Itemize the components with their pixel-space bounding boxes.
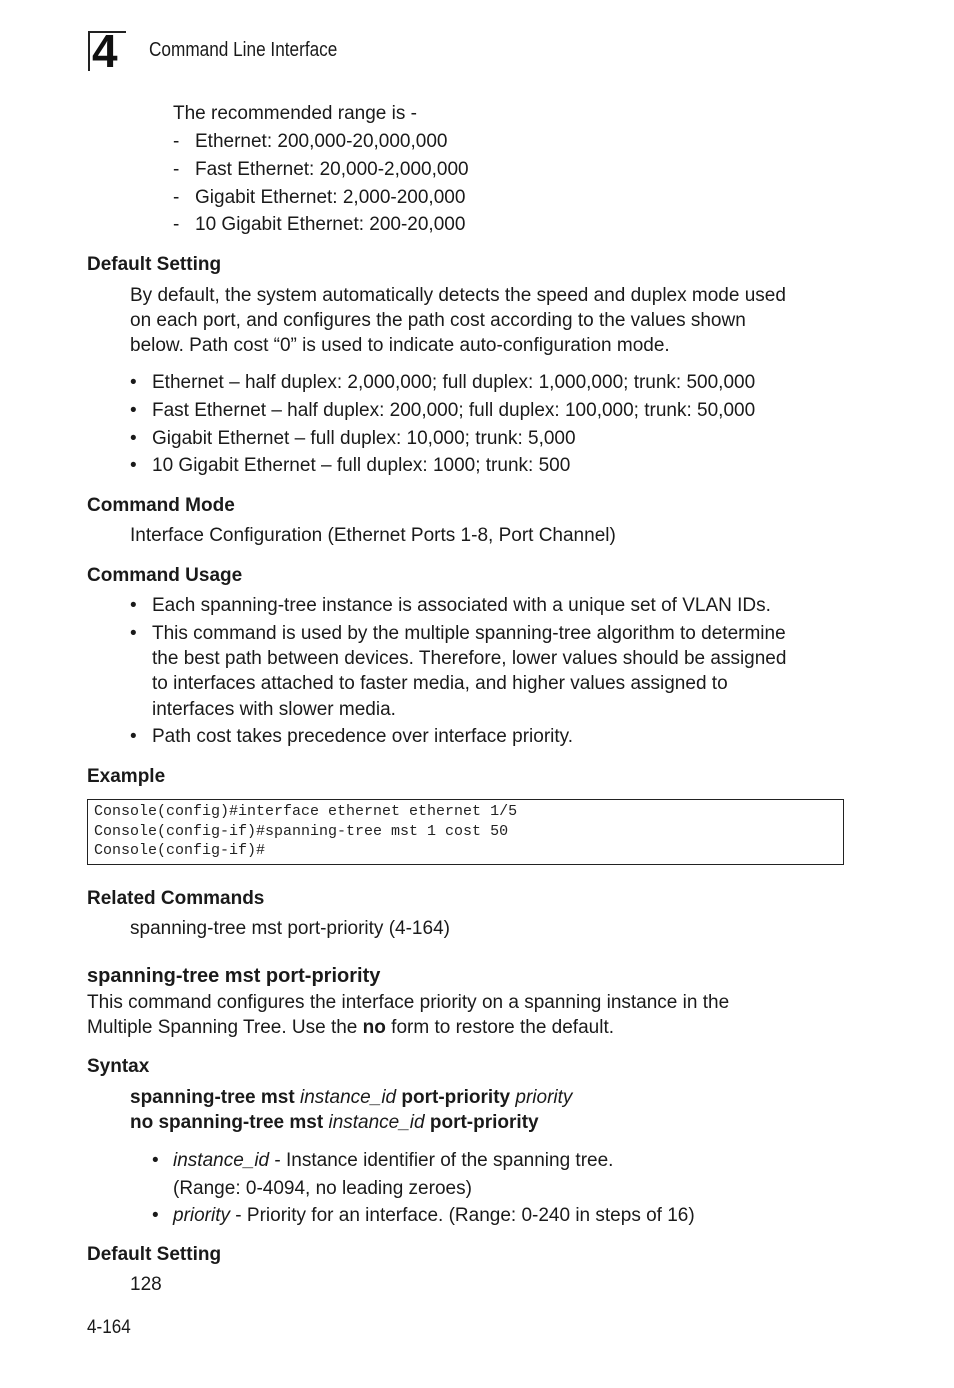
heading-command-usage: Command Usage	[87, 565, 243, 586]
default-setting-paragraph-line: on each port, and configures the path cost according to the values shown	[130, 310, 746, 331]
code-line: Console(config-if)#spanning-tree mst 1 cost 50	[94, 822, 509, 840]
command-mode-text: Interface Configuration (Ethernet Ports 1-8, Port Channel)	[130, 525, 616, 546]
code-line: Console(config-if)#	[94, 842, 266, 859]
syntax-parameter: • instance_id - Instance identifier of the spanning tree. (Range: 0-4094, no leading zeroes)	[152, 1150, 614, 1199]
path-cost-bullet: • Fast Ethernet – half duplex: 200,000; full duplex: 100,000; trunk: 50,000	[130, 400, 756, 421]
default-value: 128	[130, 1274, 162, 1295]
heading-command-mode: Command Mode	[87, 495, 235, 516]
code-example-box	[87, 799, 844, 865]
syntax-line: no spanning-tree mst instance_id port-priority	[130, 1112, 539, 1133]
code-line: Console(config)#interface ethernet ethernet 1/5	[94, 803, 518, 820]
related-command-link[interactable]: spanning-tree mst port-priority (4-164)	[130, 918, 450, 939]
path-cost-bullet: • Ethernet – half duplex: 2,000,000; full duplex: 1,000,000; trunk: 500,000	[130, 372, 756, 393]
heading-related-commands: Related Commands	[87, 888, 265, 909]
syntax-line: spanning-tree mst instance_id port-priority priority	[130, 1087, 573, 1108]
heading-syntax: Syntax	[87, 1056, 150, 1077]
path-cost-bullet: • 10 Gigabit Ethernet – full duplex: 1000; trunk: 500	[130, 455, 571, 476]
page-number: 4-164	[87, 1317, 131, 1338]
running-title: Command Line Interface	[149, 39, 338, 61]
usage-bullet: • This command is used by the multiple spanning-tree algorithm to determine the best path between devices. Therefore, lower values should be assigned to interfaces attached to faster media, and higher values assigned to interfaces with slower media.	[130, 623, 787, 720]
path-cost-bullet: • Gigabit Ethernet – full duplex: 10,000; trunk: 5,000	[130, 428, 576, 449]
default-setting-paragraph-line: below. Path cost “0” is used to indicate auto-configuration mode.	[130, 335, 670, 356]
heading-default-setting: Default Setting	[87, 1244, 222, 1265]
heading-example: Example	[87, 766, 166, 787]
section-description-line: Multiple Spanning Tree. Use the no form to restore the default.	[87, 1017, 615, 1038]
section-title: spanning-tree mst port-priority	[87, 965, 381, 987]
usage-bullet: • Each spanning-tree instance is associated with a unique set of VLAN IDs.	[130, 595, 771, 616]
chapter-number: 4	[92, 25, 118, 77]
heading-default-setting: Default Setting	[87, 254, 222, 275]
usage-bullet: • Path cost takes precedence over interface priority.	[130, 726, 574, 747]
range-intro: The recommended range is -	[173, 103, 417, 124]
section-description-line: This command configures the interface priority on a spanning instance in the	[87, 992, 730, 1013]
default-setting-paragraph-line: By default, the system automatically detects the speed and duplex mode used	[130, 285, 786, 306]
syntax-parameter: • priority - Priority for an interface. (Range: 0-240 in steps of 16)	[152, 1205, 695, 1226]
